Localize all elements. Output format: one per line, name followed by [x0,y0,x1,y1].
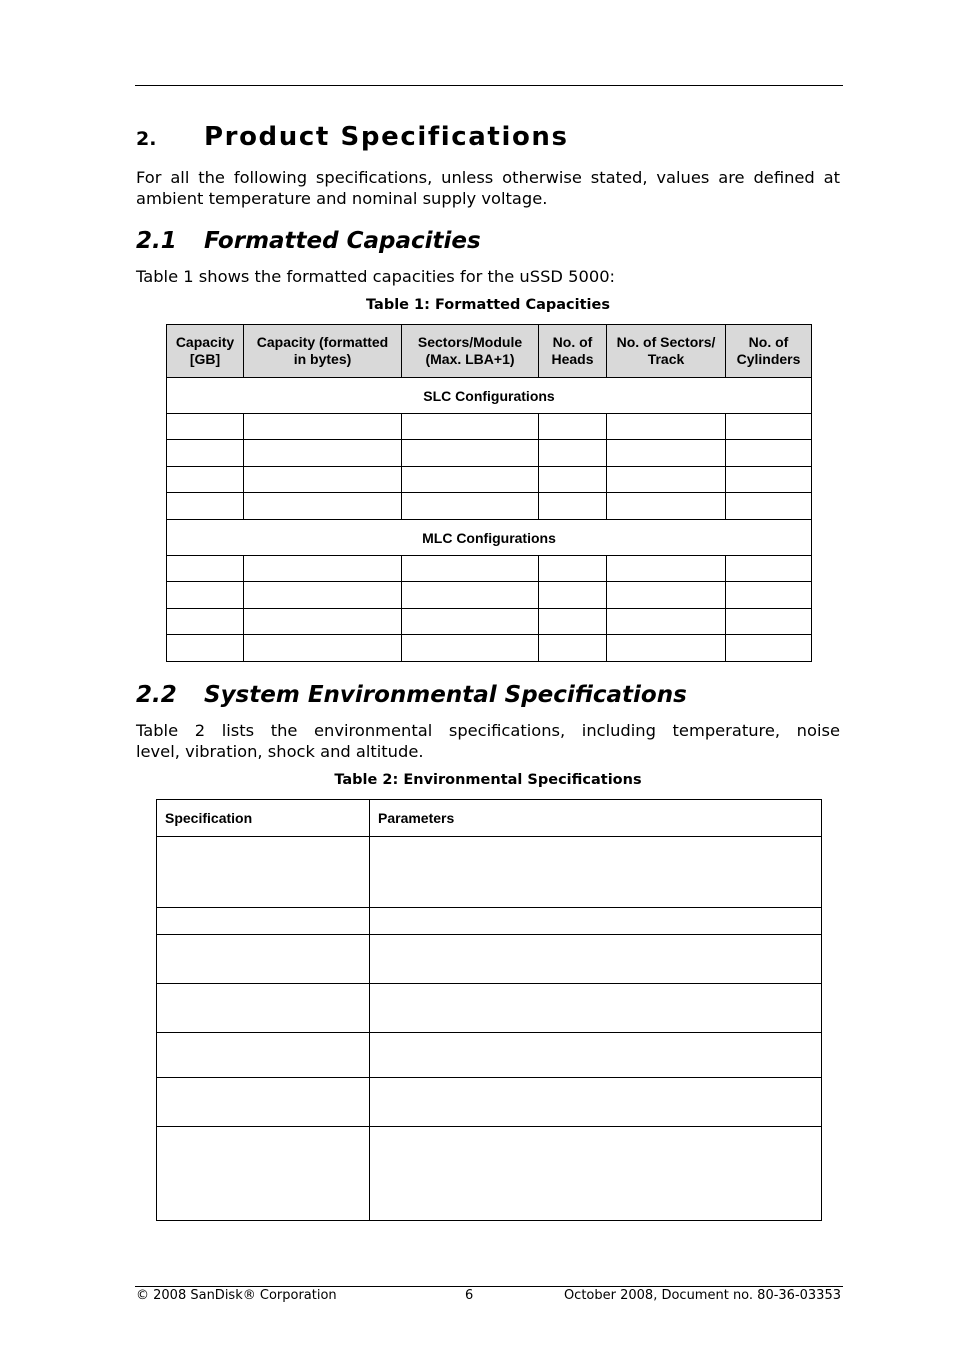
section-row-slc [167,378,812,414]
section-intro: For all the following specifications, unless otherwise stated, values are defined at ambient temperature and nominal supply voltage. [136,168,840,208]
table-row [167,414,812,440]
table2-caption: Table 2: Environmental Specifications [334,772,642,788]
table-row [157,984,822,1033]
environmental-specifications-table [156,799,822,1221]
column-header-parameters: Parameters [370,800,822,837]
table-row [157,837,822,908]
header-rule [135,85,843,86]
table-row [157,935,822,984]
column-header: Capacity [GB] [167,325,244,378]
table-row [157,1127,822,1221]
table-row [167,556,812,582]
subsection-title: Formatted Capacities [204,228,481,254]
table-row [167,635,812,662]
table-row [157,1078,822,1127]
column-header: Sectors/Module (Max. LBA+1) [402,325,539,378]
subsection-number: 2.1 [136,228,177,254]
footer-copyright: © 2008 SanDisk® Corporation [136,1288,337,1303]
column-header: No. of Sectors/ Track [607,325,726,378]
column-header: Capacity (formatted in bytes) [244,325,402,378]
subsection-intro-line1: Table 2 lists the environmental specifications, including temperature, noise [136,721,840,740]
table-header-row [167,325,812,378]
section-number: 2. [136,128,157,150]
column-header: No. of Cylinders [726,325,812,378]
table-row [167,493,812,520]
table-row [157,908,822,935]
subsection-intro: Table 1 shows the formatted capacities for the uSSD 5000: [136,267,616,286]
section-title: Product Specifications [204,122,569,152]
table-row [167,582,812,609]
subsection-heading-formatted-capacities [136,228,481,254]
column-header-specification: Specification [157,800,370,837]
table1-caption: Table 1: Formatted Capacities [366,297,610,313]
slc-configurations-label: SLC Configurations [167,378,812,414]
table-header-row [157,800,822,837]
table-row [167,440,812,467]
mlc-configurations-label: MLC Configurations [167,520,812,556]
table-row [167,609,812,635]
table-row [157,1033,822,1078]
footer-document-info: October 2008, Document no. 80-36-03353 [563,1288,841,1303]
subsection-intro-line2: level, vibration, shock and altitude. [136,742,424,761]
section-heading [136,122,569,152]
subsection-number: 2.2 [136,682,177,708]
footer-rule [135,1286,843,1287]
subsection-title: System Environmental Specifications [204,682,687,708]
formatted-capacities-table [166,324,812,662]
subsection-heading-environmental [136,682,687,708]
section-row-mlc [167,520,812,556]
column-header: No. of Heads [539,325,607,378]
footer-page-number: 6 [465,1288,474,1303]
table-row [167,467,812,493]
